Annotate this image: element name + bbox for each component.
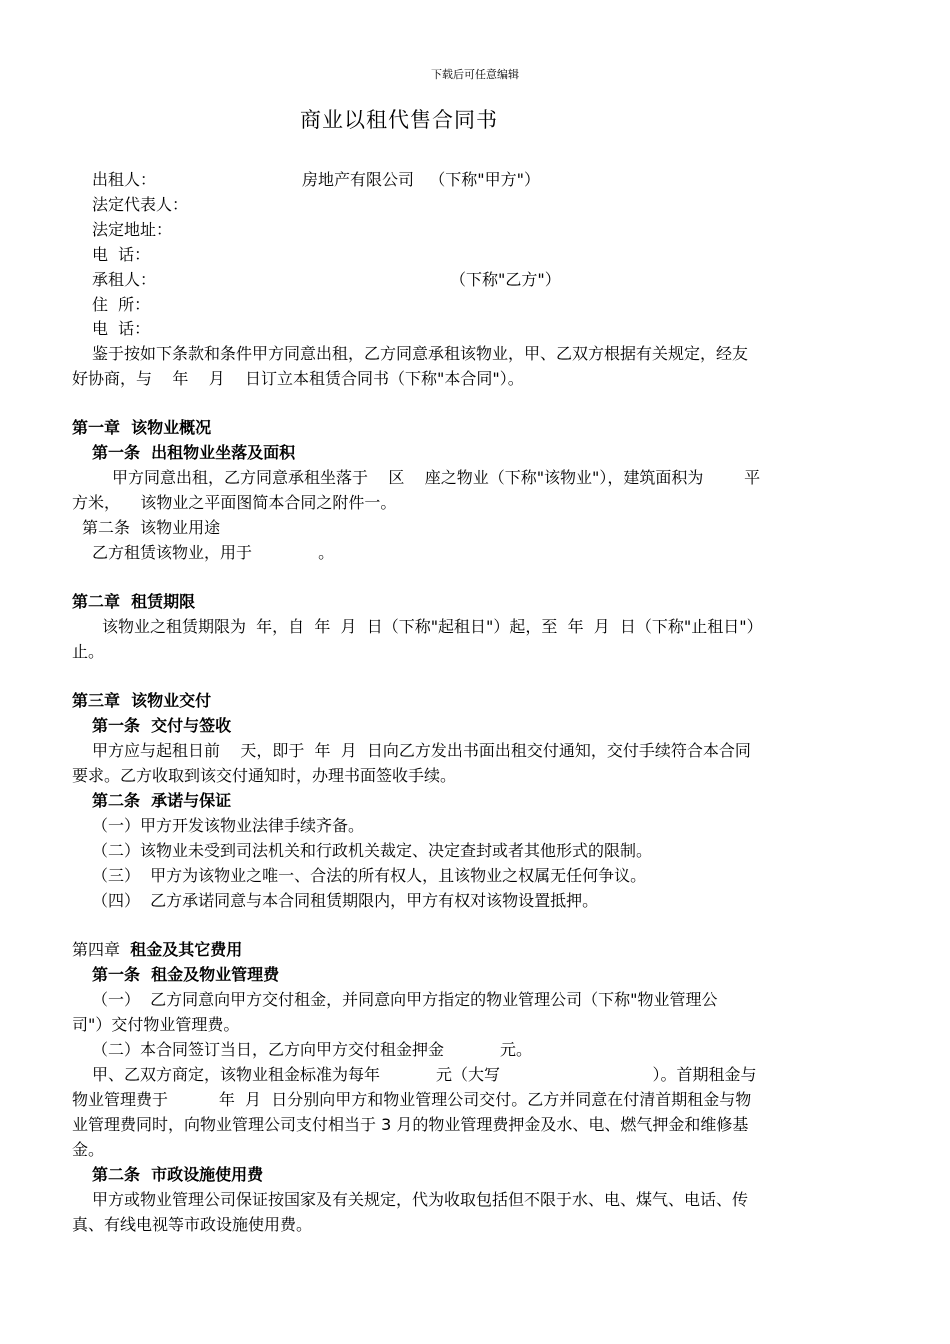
list-item: （二）该物业未受到司法机关和行政机关裁定、决定查封或者其他形式的限制。 (92, 841, 653, 860)
lessee-label: 承租人： (92, 270, 157, 289)
preamble-line: 鉴于按如下条款和条件甲方同意出租，乙方同意承租该物业，甲、乙双方根据有关规定，经友 (92, 344, 749, 363)
chapter-prefix: 第四章 (72, 940, 131, 959)
article-text: 甲方同意出租，乙方同意承租坐落于 区 座之物业（下称"该物业"），建筑面积为 平 (112, 468, 761, 487)
list-item: 司"）交付物业管理费。 (72, 1015, 240, 1034)
legal-address-label: 法定地址： (92, 220, 173, 239)
legal-rep-label: 法定代表人： (92, 195, 189, 214)
list-item: （四） 乙方承诺同意与本合同租赁期限内，甲方有权对该物设置抵押。 (92, 891, 599, 910)
article-title: 第一条 出租物业坐落及面积 (92, 443, 296, 462)
article-text: 甲、乙双方商定，该物业租金标准为每年 元（大写 ）。首期租金与 (92, 1065, 757, 1084)
chapter-title: 第三章 该物业交付 (72, 691, 212, 710)
lessor-value: 房地产有限公司 （下称"甲方"） (302, 170, 540, 189)
article-text: 该物业之租赁期限为 年，自 年 月 日（下称"起租日"）起，至 年 月 日（下称"止租日"） (102, 617, 763, 636)
phone-label: 电 话： (92, 319, 151, 338)
article-text: 方米， 该物业之平面图简本合同之附件一。 (72, 493, 397, 512)
article-text: 止。 (72, 642, 105, 661)
chapter-title (72, 938, 242, 962)
article-text: 真、有线电视等市政设施使用费。 (72, 1215, 313, 1234)
list-item: （三） 甲方为该物业之唯一、合法的所有权人，且该物业之权属无任何争议。 (92, 866, 647, 885)
chapter-title: 第二章 租赁期限 (72, 592, 196, 611)
residence-label: 住 所： (92, 295, 151, 314)
chapter-title: 第一章 该物业概况 (72, 418, 212, 437)
document-title: 商业以租代售合同书 (300, 108, 498, 132)
article-text: 甲方应与起租日前 天，即于 年 月 日向乙方发出书面出租交付通知，交付手续符合本合同 (92, 741, 751, 760)
lessor-label: 出租人： (92, 170, 157, 189)
article-text: 乙方租赁该物业，用于 。 (92, 543, 335, 562)
article-text: 物业管理费于 年 月 日分别向甲方和物业管理公司交付。乙方并同意在付清首期租金与物 (72, 1090, 752, 1109)
list-item: （二）本合同签订当日，乙方向甲方交付租金押金 元。 (92, 1040, 532, 1059)
chapter-name: 租金及其它费用 (130, 940, 243, 959)
article-title: 第二条 该物业用途 (82, 518, 221, 537)
article-title: 第二条 市政设施使用费 (92, 1165, 264, 1184)
article-text: 要求。乙方收取到该交付通知时，办理书面签收手续。 (72, 766, 457, 785)
article-text: 甲方或物业管理公司保证按国家及有关规定，代为收取包括但不限于水、电、煤气、电话、传 (92, 1190, 749, 1209)
preamble-line: 好协商，与 年 月 日订立本租赁合同书（下称"本合同"）。 (72, 369, 524, 388)
lessee-value: （下称"乙方"） (450, 270, 561, 289)
article-text: 业管理费同时，向物业管理公司支付相当于 3 月的物业管理费押金及水、电、燃气押金和维修基 (72, 1115, 749, 1134)
list-item: （一）甲方开发该物业法律手续齐备。 (92, 816, 365, 835)
article-title: 第二条 承诺与保证 (92, 791, 232, 810)
list-item: （一） 乙方同意向甲方交付租金，并同意向甲方指定的物业管理公司（下称"物业管理公 (92, 990, 718, 1009)
article-title: 第一条 交付与签收 (92, 716, 232, 735)
phone-label: 电 话： (92, 245, 151, 264)
article-text: 金。 (72, 1140, 105, 1159)
article-title: 第一条 租金及物业管理费 (92, 965, 280, 984)
header-note: 下载后可任意编辑 (431, 68, 519, 81)
